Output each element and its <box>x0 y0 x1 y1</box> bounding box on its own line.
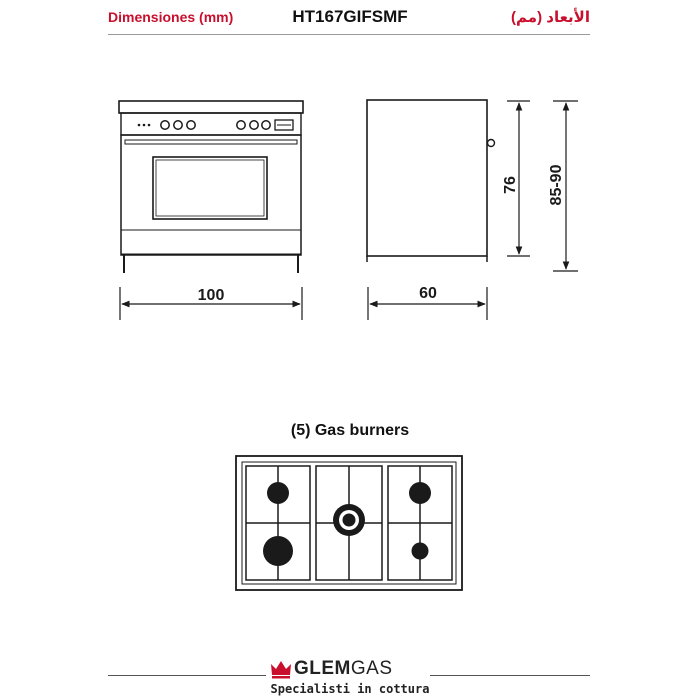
burner-rear-right <box>409 482 431 504</box>
front-view <box>119 101 303 273</box>
brand-primary: GLEM <box>294 658 351 679</box>
hob-diagram <box>236 456 462 590</box>
door-handle <box>125 140 297 144</box>
control-panel <box>121 113 301 135</box>
cooktop-edge <box>119 101 303 113</box>
model-title: HT167GIFSMF <box>292 7 408 26</box>
brand-tagline: Specialisti in cottura <box>270 682 430 696</box>
burner-front-left <box>263 536 293 566</box>
dimensions-label: Dimensiones (mm) <box>108 9 234 25</box>
brand-secondary: GAS <box>350 658 393 679</box>
oven-door <box>121 135 301 255</box>
control-knobs-right <box>237 121 270 129</box>
footer-divider-right <box>430 675 590 676</box>
burners <box>263 482 431 566</box>
dimensions-label-arabic: الأبعاد (مم) <box>511 9 590 26</box>
side-knob <box>488 140 495 147</box>
oven-window <box>153 157 267 219</box>
total-height-label: 85-90 <box>548 164 565 206</box>
dimension-lines <box>120 101 578 320</box>
burner-rear-left <box>267 482 289 504</box>
width-label: 100 <box>197 287 225 304</box>
crown-icon <box>270 659 292 679</box>
body-height-label: 76 <box>502 176 519 194</box>
burners-title: (5) Gas burners <box>290 422 410 439</box>
burner-front-right <box>412 543 429 560</box>
drawer <box>121 230 301 254</box>
brand-name <box>294 658 393 680</box>
depth-label: 60 <box>419 285 437 302</box>
control-knobs-left <box>161 121 195 129</box>
indicator-lights <box>138 124 151 127</box>
dimension-labels <box>198 164 565 304</box>
side-view <box>367 100 495 262</box>
side-body <box>367 100 487 256</box>
footer-divider-left <box>108 675 266 676</box>
